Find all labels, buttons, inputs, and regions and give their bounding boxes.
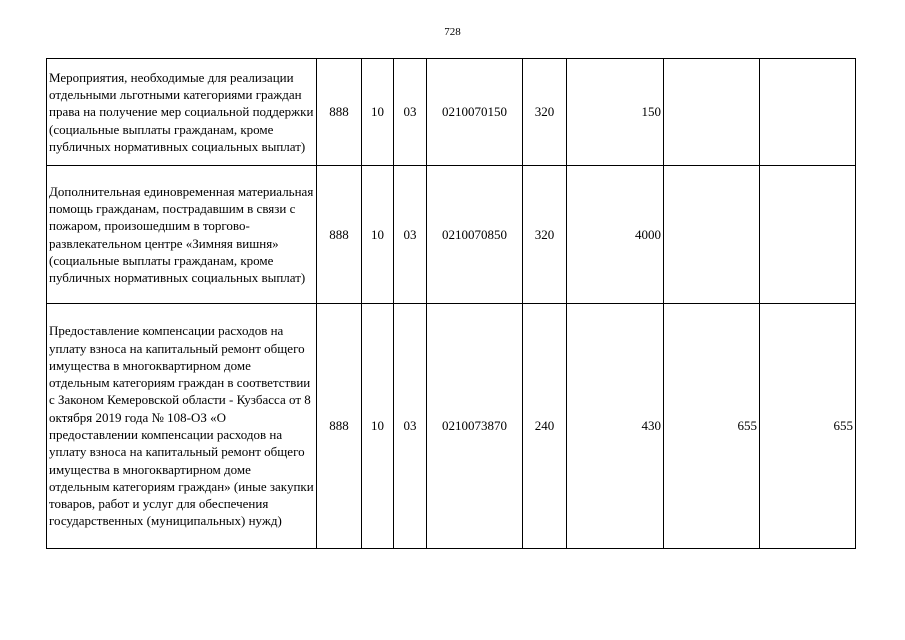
budget-table	[46, 58, 856, 549]
expense-type-code: 320	[523, 166, 567, 304]
ministry-code: 888	[317, 59, 362, 166]
row-description: Дополнительная единовременная материальная помощь гражданам, пострадавшим в связи с пожаром, произошедшим в торгово-развлекательном центре «Зимняя вишня» (социальные выплаты гражданам, кроме публичных нормативных социальных выплат)	[47, 166, 317, 304]
table-row	[47, 166, 856, 304]
row-description: Предоставление компенсации расходов на уплату взноса на капитальный ремонт общего имущества в многоквартирном доме отдельным категориям граждан в соответствии с Законом Кемеровской области - Кузбасса от 8 октября 2019 года № 108-ОЗ «О предоставлении компенсации расходов на уплату взноса на капитальный ремонт общего имущества в многоквартирном доме отдельным категориям граждан» (иные закупки товаров, работ и услуг для обеспечения государственных (муниципальных) нужд)	[47, 304, 317, 549]
amount-3	[760, 59, 856, 166]
expense-type-code: 240	[523, 304, 567, 549]
section-code: 10	[362, 304, 394, 549]
subsection-code: 03	[394, 59, 427, 166]
subsection-code: 03	[394, 166, 427, 304]
target-article-code: 0210070850	[427, 166, 523, 304]
target-article-code: 0210073870	[427, 304, 523, 549]
subsection-code: 03	[394, 304, 427, 549]
amount-1: 4000	[567, 166, 664, 304]
section-code: 10	[362, 59, 394, 166]
ministry-code: 888	[317, 166, 362, 304]
table-row	[47, 304, 856, 549]
amount-1: 430	[567, 304, 664, 549]
table-row	[47, 59, 856, 166]
amount-3: 655	[760, 304, 856, 549]
amount-2	[664, 166, 760, 304]
target-article-code: 0210070150	[427, 59, 523, 166]
row-description: Мероприятия, необходимые для реализации отдельными льготными категориями граждан права на получение мер социальной поддержки (социальные выплаты гражданам, кроме публичных нормативных социальных выплат)	[47, 59, 317, 166]
section-code: 10	[362, 166, 394, 304]
expense-type-code: 320	[523, 59, 567, 166]
ministry-code: 888	[317, 304, 362, 549]
amount-3	[760, 166, 856, 304]
amount-2	[664, 59, 760, 166]
amount-1: 150	[567, 59, 664, 166]
page-number: 728	[444, 26, 461, 38]
amount-2: 655	[664, 304, 760, 549]
